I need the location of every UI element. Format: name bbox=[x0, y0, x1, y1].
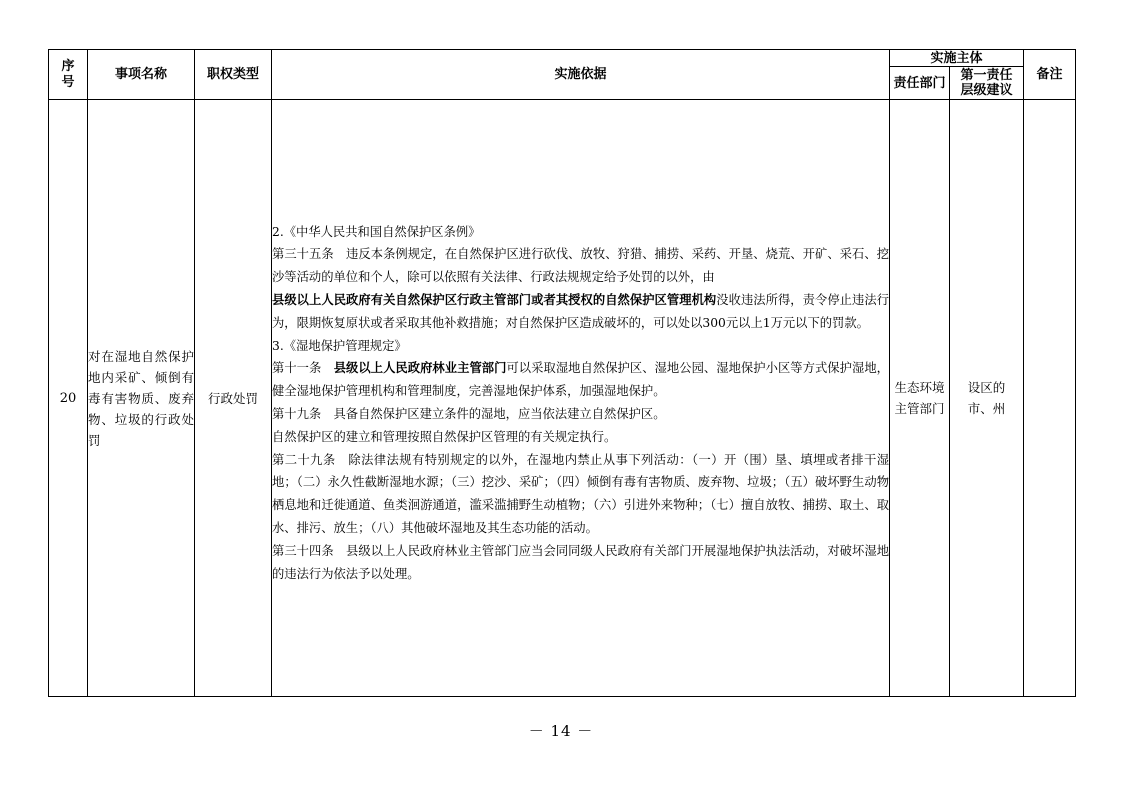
header-subject: 实施主体 bbox=[890, 50, 1024, 67]
basis-article-number: 第十一条 bbox=[272, 361, 334, 376]
row-dept: 生态环境主管部门 bbox=[890, 100, 950, 697]
row-level: 设区的市、州 bbox=[950, 100, 1024, 697]
enforcement-table bbox=[48, 49, 1076, 697]
basis-paragraph bbox=[272, 357, 889, 403]
header-basis: 实施依据 bbox=[272, 50, 890, 100]
basis-bold-authority: 县级以上人民政府林业主管部门 bbox=[333, 360, 507, 376]
row-item-name: 对在湿地自然保护地内采矿、倾倒有毒有害物质、废弃物、垃圾的行政处罚 bbox=[88, 100, 195, 697]
basis-text: 第三十五条 违反本条例规定，在自然保护区进行砍伐、放牧、狩猎、捕捞、采药、开垦、烧荒、开矿、采石、挖沙等活动的单位和个人，除可以依照有关法律、行政法规规定给予处罚的以外，由 bbox=[272, 247, 889, 285]
basis-text: 第三十四条 县级以上人民政府林业主管部门应当会同同级人民政府有关部门开展湿地保护执法活动，对破坏湿地的违法行为依法予以处理。 bbox=[272, 543, 889, 581]
basis-bold-authority: 县级以上人民政府有关自然保护区行政主管部门或者其授权的自然保护区管理机构 bbox=[272, 292, 717, 308]
header-seq: 序号 bbox=[49, 50, 88, 100]
header-level: 第一责任层级建议 bbox=[950, 67, 1024, 100]
basis-text: 没收违法所得，责令停止违法行为，限期恢复原状或者采取其他补救措施；对自然保护区造成破坏的，可以处以300元以上1万元以下的罚款。 bbox=[272, 293, 889, 330]
header-item-name: 事项名称 bbox=[88, 50, 195, 100]
basis-paragraph bbox=[272, 426, 889, 449]
basis-text: 2.《中华人民共和国自然保护区条例》 bbox=[272, 224, 481, 239]
row-seq: 20 bbox=[49, 100, 88, 697]
basis-paragraph bbox=[272, 335, 889, 358]
row-basis bbox=[272, 100, 890, 697]
basis-text: 自然保护区的建立和管理按照自然保护区管理的有关规定执行。 bbox=[272, 429, 617, 444]
basis-text: 可以采取湿地自然保护区、湿地公园、湿地保护小区等方式保护湿地，健全湿地保护管理机构和管理制度，完善湿地保护体系，加强湿地保护。 bbox=[272, 361, 889, 399]
header-dept: 责任部门 bbox=[890, 67, 950, 100]
row-remark bbox=[1024, 100, 1076, 697]
basis-paragraph bbox=[272, 449, 889, 540]
page-number: － 14 － bbox=[528, 722, 594, 740]
basis-paragraph bbox=[272, 540, 889, 586]
table-row bbox=[49, 100, 1076, 697]
basis-text: 第十九条 具备自然保护区建立条件的湿地，应当依法建立自然保护区。 bbox=[272, 407, 666, 421]
header-authority-type: 职权类型 bbox=[195, 50, 272, 100]
basis-text: 3.《湿地保护管理规定》 bbox=[272, 338, 407, 353]
basis-paragraphs bbox=[272, 221, 889, 586]
basis-paragraph bbox=[272, 289, 889, 335]
basis-paragraph bbox=[272, 243, 889, 289]
header-remark: 备注 bbox=[1024, 50, 1076, 100]
basis-paragraph bbox=[272, 403, 889, 426]
basis-text: 第二十九条 除法律法规有特别规定的以外，在湿地内禁止从事下列活动：（一）开（围）垦、填埋或者排干湿地；（二）永久性截断湿地水源；（三）挖沙、采矿；（四）倾倒有毒有害物质、废弃物、垃圾；（五）破坏野生动物栖息地和迁徙通道、鱼类洄游通道，滥采滥捕野生动植物；（六）引进外来物种；（七）擅自放牧、捕捞、取土、取水、排污、放生；（八）其他破坏湿地及其生态功能的活动。 bbox=[272, 452, 889, 535]
row-authority-type: 行政处罚 bbox=[195, 100, 272, 697]
basis-paragraph bbox=[272, 221, 889, 244]
